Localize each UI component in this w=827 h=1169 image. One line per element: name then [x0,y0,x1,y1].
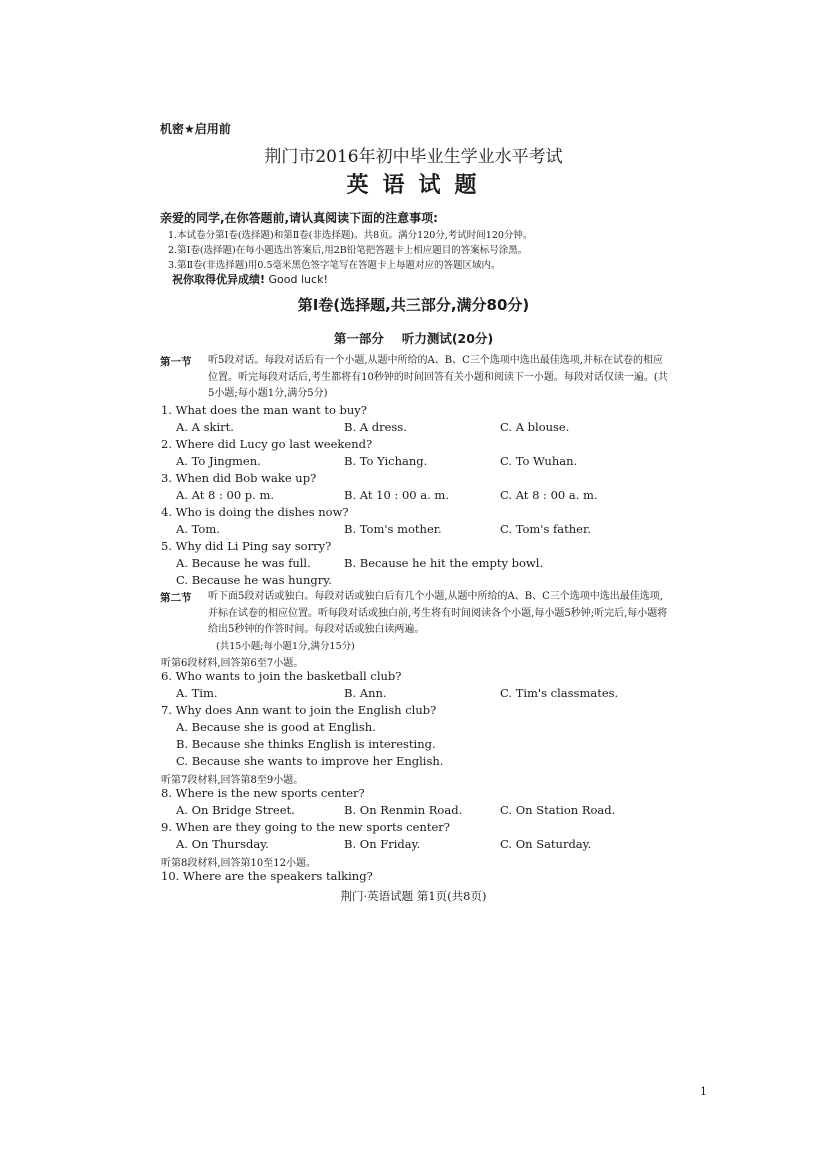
page-footer: 荆门·英语试题 第1页(共8页) [340,889,487,903]
material-instruction: 听第6段材料,回答第6至7小题。 [161,658,304,669]
confidential-mark: 机密★启用前 [160,122,231,136]
option-b: B. Because he hit the empty bowl. [344,556,544,570]
section-one-title [0,329,827,347]
option-c: C. Tom's father. [500,522,591,536]
option-a: A. On Bridge Street. [176,803,295,817]
option-c: C. On Saturday. [500,837,592,851]
option-a: A. At 8 : 00 p. m. [176,488,275,502]
option-b: B. On Renmin Road. [344,803,463,817]
jie2-instructions: 听下面5段对话或独白。每段对话或独白后有几个小题,从题中所给的A、B、C三个选项中选出最佳选项,并标在试卷的相应位置。听每段对话或独白前,考生将有时间阅读各个小题,每小题5秒钟;听完后,每小题将给出5秒钟的作答时间。每段对话或独白读两遍。 [208,591,668,635]
option-a: A. Tim. [176,686,218,700]
part-one-title: 第Ⅰ卷(选择题,共三部分,满分80分) [297,296,530,314]
jie1-instructions: 听5段对话。每段对话后有一个小题,从题中所给的A、B、C三个选项中选出最佳选项,并标在试卷的相应位置。听完每段对话后,考生都将有10秒钟的时间回答有关小题和阅读下一小题。每段对话仅读一遍。(共5小题;每小题1分,满分5分) [208,355,668,399]
question-stem: 6. Who wants to join the basketball club? [161,669,402,683]
page-number: 1 [700,1085,707,1098]
option-b: B. Because she thinks English is interesting. [176,737,436,751]
exam-title: 荆门市2016年初中毕业生学业水平考试 [264,147,563,167]
option-a: A. Because she is good at English. [176,720,376,734]
option-b: B. A dress. [344,420,407,434]
notice-heading: 亲爱的同学,在你答题前,请认真阅读下面的注意事项: [160,211,438,225]
option-c: C. To Wuhan. [500,454,578,468]
question-stem: 10. Where are the speakers talking? [161,869,373,883]
question-stem: 7. Why does Ann want to join the English club? [161,703,437,717]
material-instruction: 听第7段材料,回答第8至9小题。 [161,775,304,786]
section-heading: 听力测试(20分) [401,331,494,346]
good-luck-text: Good luck! [268,273,328,286]
option-c: C. A blouse. [500,420,570,434]
option-a: A. A skirt. [176,420,234,434]
question-stem: 1. What does the man want to buy? [161,403,367,417]
jie1-label: 第一节 [160,356,192,368]
option-b: B. Ann. [344,686,387,700]
question-stem: 5. Why did Li Ping say sorry? [161,539,332,553]
option-b: B. At 10 : 00 a. m. [344,488,449,502]
good-luck-bold: 祝你取得优异成绩! [172,273,266,286]
question-stem: 3. When did Bob wake up? [161,471,317,485]
question-stem: 2. Where did Lucy go last weekend? [161,437,373,451]
question-stem: 4. Who is doing the dishes now? [161,505,349,519]
option-a: A. On Thursday. [176,837,269,851]
section-name: 第一部分 [333,331,384,346]
notice-item: 3.第Ⅱ卷(非选择题)用0.5毫米黑色签字笔写在答题卡上每题对应的答题区域内。 [168,260,501,271]
option-c: C. On Station Road. [500,803,616,817]
option-c: C. Tim's classmates. [500,686,619,700]
jie2-label: 第二节 [160,592,192,604]
option-b: B. To Yichang. [344,454,428,468]
option-a: A. Tom. [176,522,220,536]
jie2-note: (共15小题;每小题1分,满分15分) [216,641,355,652]
material-instruction: 听第8段材料,回答第10至12小题。 [161,858,316,869]
exam-subtitle: 英语试题 [346,172,491,198]
option-c: C. At 8 : 00 a. m. [500,488,598,502]
question-stem: 9. When are they going to the new sports center? [161,820,450,834]
option-a: A. To Jingmen. [176,454,261,468]
notice-item: 1.本试卷分第Ⅰ卷(选择题)和第Ⅱ卷(非选择题)。共8页。满分120分,考试时间120分钟。 [168,230,533,241]
option-c: C. Because she wants to improve her English. [176,754,444,768]
good-luck-line [172,271,328,287]
option-b: B. Tom's mother. [344,522,442,536]
question-stem: 8. Where is the new sports center? [161,786,365,800]
option-a: A. Because he was full. [176,556,311,570]
notice-item: 2.第Ⅰ卷(选择题)在每小题选出答案后,用2B铅笔把答题卡上相应题目的答案标号涂黑。 [168,245,528,256]
option-b: B. On Friday. [344,837,421,851]
option-c: C. Because he was hungry. [176,573,332,587]
